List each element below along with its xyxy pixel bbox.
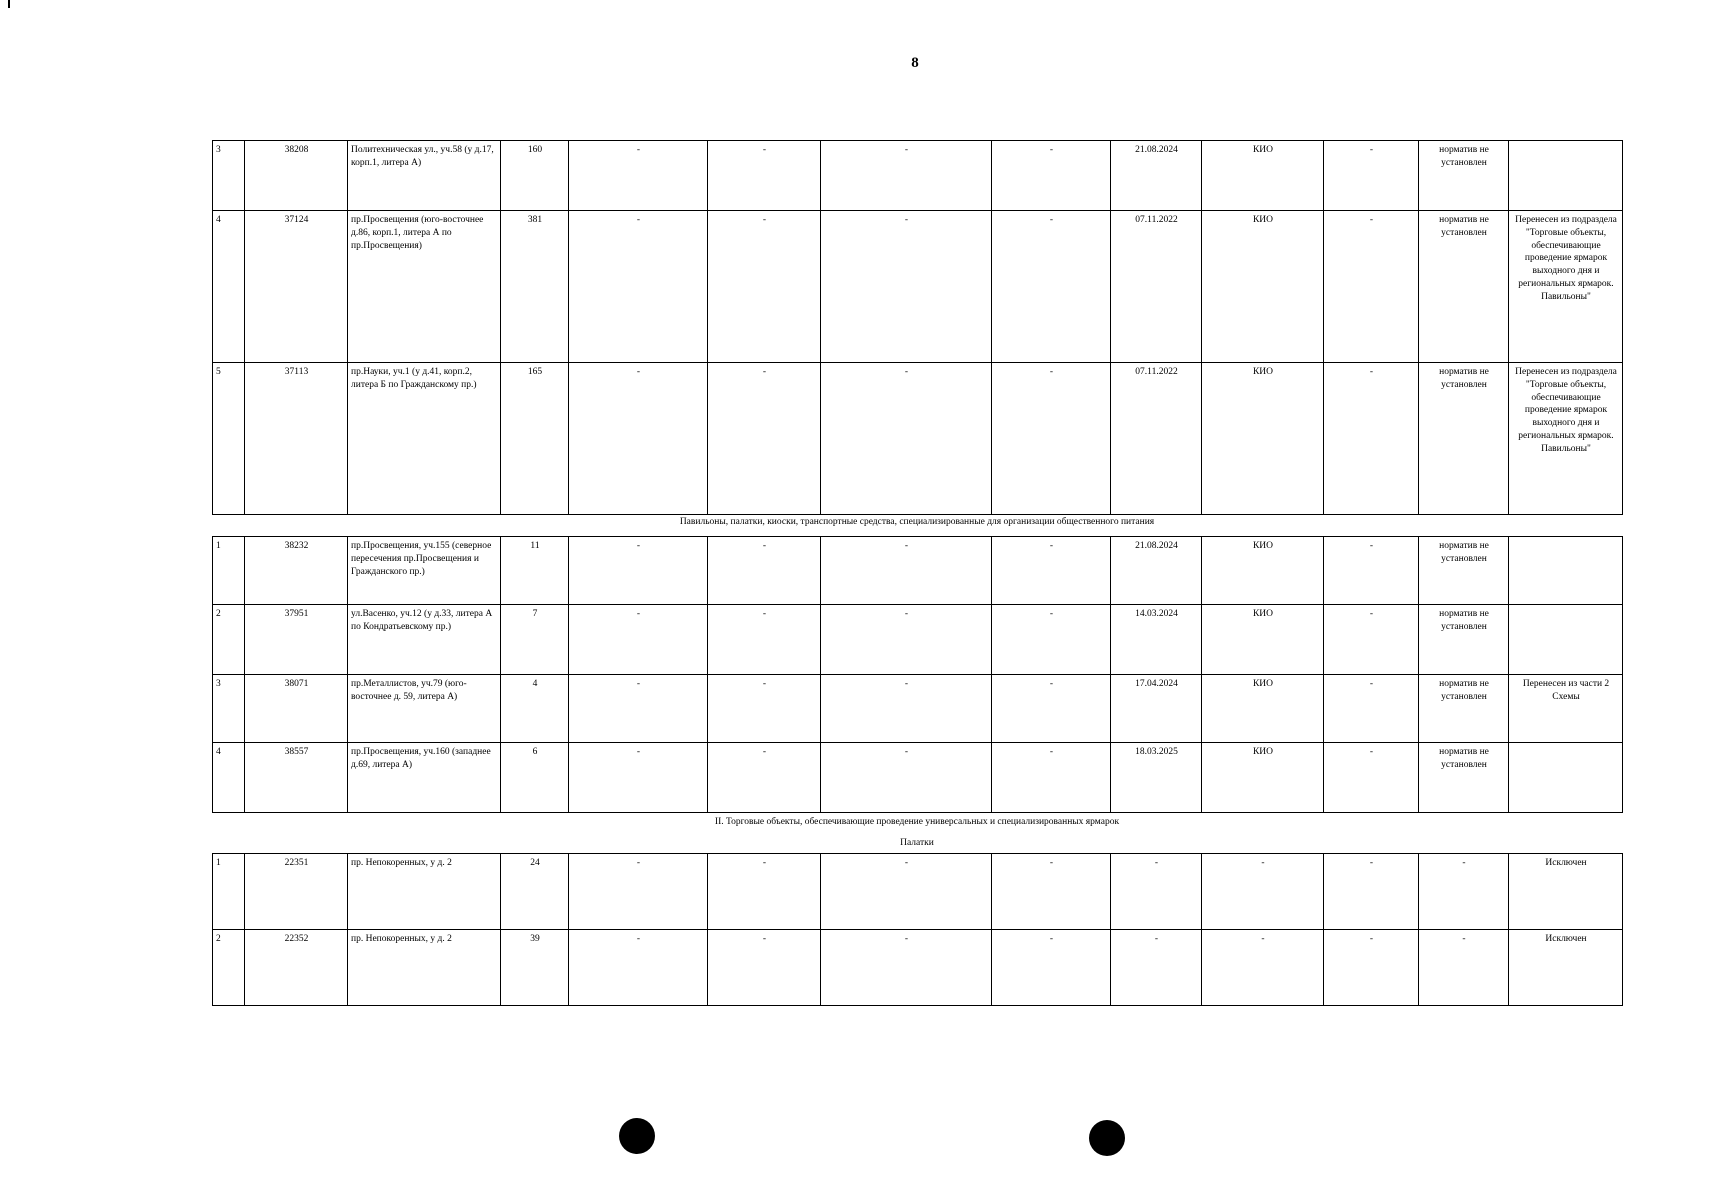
cell-area: 6	[501, 743, 569, 813]
cell-num: 2	[213, 605, 245, 675]
cell-c6: -	[708, 854, 821, 930]
cell-date: 21.08.2024	[1111, 141, 1202, 211]
cell-c7: -	[821, 537, 992, 605]
cell-num: 4	[213, 743, 245, 813]
cell-norm: норматив не установлен	[1419, 537, 1509, 605]
table-row	[213, 743, 1623, 813]
cell-address: Политехническая ул., уч.58 (у д.17, корп.1, литера А)	[348, 141, 501, 211]
cell-c8: -	[992, 141, 1111, 211]
cell-c8: -	[992, 854, 1111, 930]
cell-org: КИО	[1202, 211, 1324, 363]
cell-c8: -	[992, 363, 1111, 515]
section-subtitle-tents: Палатки	[900, 838, 934, 848]
cell-c6: -	[708, 675, 821, 743]
cell-norm: -	[1419, 854, 1509, 930]
punch-hole-right	[1089, 1120, 1125, 1156]
cell-note	[1509, 605, 1623, 675]
cell-area: 11	[501, 537, 569, 605]
cell-address: пр.Просвещения, уч.160 (западнее д.69, литера А)	[348, 743, 501, 813]
cell-norm: -	[1419, 930, 1509, 1006]
table-main-continued	[212, 140, 1623, 515]
cell-c5: -	[569, 211, 708, 363]
cell-c11: -	[1324, 363, 1419, 515]
cell-c7: -	[821, 141, 992, 211]
cell-c11: -	[1324, 854, 1419, 930]
cell-id: 37951	[245, 605, 348, 675]
cell-address: пр.Просвещения (юго-восточнее д.86, корп.1, литера А по пр.Просвещения)	[348, 211, 501, 363]
cell-c7: -	[821, 675, 992, 743]
cell-num: 5	[213, 363, 245, 515]
cell-note: Исключен	[1509, 854, 1623, 930]
cell-c8: -	[992, 675, 1111, 743]
cell-c6: -	[708, 211, 821, 363]
cell-area: 24	[501, 854, 569, 930]
cell-c7: -	[821, 605, 992, 675]
cell-date: 07.11.2022	[1111, 363, 1202, 515]
cell-id: 37124	[245, 211, 348, 363]
cell-c7: -	[821, 743, 992, 813]
cell-note	[1509, 743, 1623, 813]
cell-date: 17.04.2024	[1111, 675, 1202, 743]
cell-c8: -	[992, 930, 1111, 1006]
table-row	[213, 854, 1623, 930]
cell-c11: -	[1324, 930, 1419, 1006]
cell-c5: -	[569, 537, 708, 605]
cell-org: -	[1202, 930, 1324, 1006]
cell-id: 22352	[245, 930, 348, 1006]
table-fair-tents	[212, 853, 1623, 1006]
cell-c11: -	[1324, 675, 1419, 743]
table-row	[213, 211, 1623, 363]
cell-area: 160	[501, 141, 569, 211]
cell-note: Перенесен из части 2 Схемы	[1509, 675, 1623, 743]
cell-id: 38208	[245, 141, 348, 211]
scan-mark-top-left	[8, 0, 10, 8]
cell-address: пр.Металлистов, уч.79 (юго-восточнее д. 59, литера А)	[348, 675, 501, 743]
cell-c6: -	[708, 605, 821, 675]
cell-id: 22351	[245, 854, 348, 930]
cell-c5: -	[569, 743, 708, 813]
cell-area: 381	[501, 211, 569, 363]
cell-id: 37113	[245, 363, 348, 515]
cell-note	[1509, 141, 1623, 211]
cell-norm: норматив не установлен	[1419, 141, 1509, 211]
cell-org: -	[1202, 854, 1324, 930]
cell-num: 2	[213, 930, 245, 1006]
cell-c5: -	[569, 930, 708, 1006]
cell-note	[1509, 537, 1623, 605]
cell-org: КИО	[1202, 141, 1324, 211]
cell-norm: норматив не установлен	[1419, 605, 1509, 675]
punch-hole-left	[619, 1118, 655, 1154]
cell-org: КИО	[1202, 675, 1324, 743]
cell-norm: норматив не установлен	[1419, 211, 1509, 363]
cell-org: КИО	[1202, 537, 1324, 605]
cell-c6: -	[708, 537, 821, 605]
table-row	[213, 141, 1623, 211]
cell-c6: -	[708, 141, 821, 211]
cell-c5: -	[569, 363, 708, 515]
cell-address: пр.Просвещения, уч.155 (северное пересечения пр.Просвещения и Гражданского пр.)	[348, 537, 501, 605]
cell-date: 21.08.2024	[1111, 537, 1202, 605]
cell-c5: -	[569, 605, 708, 675]
cell-date: -	[1111, 930, 1202, 1006]
cell-id: 38232	[245, 537, 348, 605]
cell-address: ул.Васенко, уч.12 (у д.33, литера А по Кондратьевскому пр.)	[348, 605, 501, 675]
cell-num: 4	[213, 211, 245, 363]
table-row	[213, 605, 1623, 675]
cell-c6: -	[708, 743, 821, 813]
cell-norm: норматив не установлен	[1419, 743, 1509, 813]
cell-area: 7	[501, 605, 569, 675]
cell-c11: -	[1324, 141, 1419, 211]
cell-c11: -	[1324, 743, 1419, 813]
cell-id: 38557	[245, 743, 348, 813]
cell-date: -	[1111, 854, 1202, 930]
cell-num: 3	[213, 675, 245, 743]
cell-area: 4	[501, 675, 569, 743]
cell-c5: -	[569, 675, 708, 743]
cell-address: пр.Науки, уч.1 (у д.41, корп.2, литера Б по Гражданскому пр.)	[348, 363, 501, 515]
table-row	[213, 930, 1623, 1006]
page-number: 8	[911, 55, 919, 71]
cell-c8: -	[992, 743, 1111, 813]
section-title-fairs: II. Торговые объекты, обеспечивающие проведение универсальных и специализированных ярмарок	[714, 817, 1120, 827]
cell-org: КИО	[1202, 743, 1324, 813]
section-title-public-catering: Павильоны, палатки, киоски, транспортные средства, специализированные для организации общественного питания	[679, 517, 1155, 527]
table-public-catering	[212, 536, 1623, 813]
cell-date: 14.03.2024	[1111, 605, 1202, 675]
cell-address: пр. Непокоренных, у д. 2	[348, 930, 501, 1006]
cell-c11: -	[1324, 605, 1419, 675]
cell-norm: норматив не установлен	[1419, 363, 1509, 515]
cell-norm: норматив не установлен	[1419, 675, 1509, 743]
cell-c7: -	[821, 363, 992, 515]
cell-num: 1	[213, 537, 245, 605]
table-row	[213, 363, 1623, 515]
cell-org: КИО	[1202, 363, 1324, 515]
cell-c11: -	[1324, 211, 1419, 363]
cell-c8: -	[992, 211, 1111, 363]
cell-c11: -	[1324, 537, 1419, 605]
cell-note: Исключен	[1509, 930, 1623, 1006]
cell-c5: -	[569, 141, 708, 211]
cell-c8: -	[992, 605, 1111, 675]
cell-area: 39	[501, 930, 569, 1006]
cell-c7: -	[821, 854, 992, 930]
cell-area: 165	[501, 363, 569, 515]
cell-id: 38071	[245, 675, 348, 743]
cell-c7: -	[821, 930, 992, 1006]
cell-date: 07.11.2022	[1111, 211, 1202, 363]
table-row	[213, 675, 1623, 743]
cell-note: Перенесен из подраздела "Торговые объекты, обеспечивающие проведение ярмарок выходного дня и региональных ярмарок. Павильоны"	[1509, 211, 1623, 363]
cell-address: пр. Непокоренных, у д. 2	[348, 854, 501, 930]
cell-note: Перенесен из подраздела "Торговые объекты, обеспечивающие проведение ярмарок выходного дня и региональных ярмарок. Павильоны"	[1509, 363, 1623, 515]
cell-num: 1	[213, 854, 245, 930]
cell-c7: -	[821, 211, 992, 363]
cell-c5: -	[569, 854, 708, 930]
table-row	[213, 537, 1623, 605]
cell-date: 18.03.2025	[1111, 743, 1202, 813]
cell-c8: -	[992, 537, 1111, 605]
cell-org: КИО	[1202, 605, 1324, 675]
cell-c6: -	[708, 363, 821, 515]
cell-c6: -	[708, 930, 821, 1006]
cell-num: 3	[213, 141, 245, 211]
